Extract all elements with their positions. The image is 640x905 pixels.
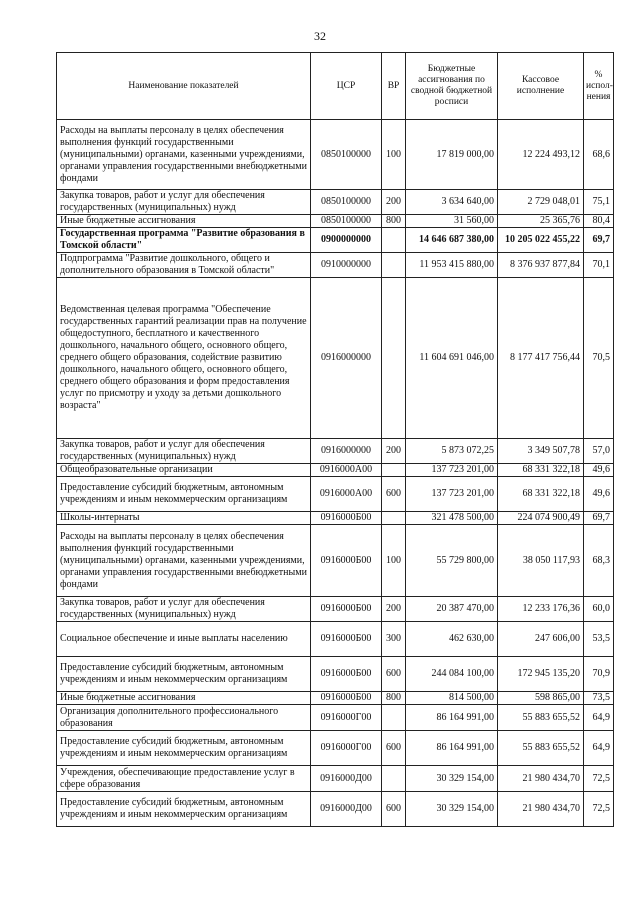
table-row: [57, 705, 614, 731]
cell-name: Школы-интернаты: [57, 512, 311, 525]
table-row: [57, 215, 614, 228]
cell-vr: [382, 253, 406, 278]
cell-csr: 0916000Б00: [311, 657, 382, 692]
cell-csr: 0916000Б00: [311, 597, 382, 622]
cell-csr: 0916000000: [311, 278, 382, 439]
cell-vr: 100: [382, 120, 406, 190]
cell-name: Закупка товаров, работ и услуг для обеспечения государственных (муниципальных) нужд: [57, 190, 311, 215]
table-row: [57, 278, 614, 439]
cell-percent: 68,3: [584, 525, 614, 597]
cell-percent: 75,1: [584, 190, 614, 215]
cell-cash: 598 865,00: [498, 692, 584, 705]
cell-assignments: 11 604 691 046,00: [406, 278, 498, 439]
table-row: [57, 464, 614, 477]
cell-name: Расходы на выплаты персоналу в целях обеспечения выполнения функций государственными (муниципальными) органами, казенными учреждениями, органами управления государственными внебюджетными фондами: [57, 525, 311, 597]
cell-name: Предоставление субсидий бюджетным, автономным учреждениям и иным некоммерческим организациям: [57, 477, 311, 512]
cell-assignments: 31 560,00: [406, 215, 498, 228]
page-number: 32: [314, 29, 326, 43]
table-row: [57, 525, 614, 597]
budget-execution-table: [56, 52, 614, 827]
cell-cash: 247 606,00: [498, 622, 584, 657]
cell-csr: 0916000Г00: [311, 731, 382, 766]
cell-csr: 0916000000: [311, 439, 382, 464]
cell-vr: [382, 766, 406, 792]
cell-csr: 0916000Г00: [311, 705, 382, 731]
cell-vr: [382, 278, 406, 439]
cell-name: Иные бюджетные ассигнования: [57, 215, 311, 228]
cell-percent: 70,9: [584, 657, 614, 692]
cell-cash: 2 729 048,01: [498, 190, 584, 215]
cell-cash: 172 945 135,20: [498, 657, 584, 692]
cell-csr: 0916000Б00: [311, 525, 382, 597]
cell-vr: 600: [382, 657, 406, 692]
cell-name: Социальное обеспечение и иные выплаты населению: [57, 622, 311, 657]
cell-name: Предоставление субсидий бюджетным, автономным учреждениям и иным некоммерческим организациям: [57, 731, 311, 766]
cell-assignments: 86 164 991,00: [406, 705, 498, 731]
cell-csr: 0850100000: [311, 215, 382, 228]
cell-cash: 12 233 176,36: [498, 597, 584, 622]
cell-name: Иные бюджетные ассигнования: [57, 692, 311, 705]
header-percent: % испол-нения: [584, 53, 614, 120]
cell-vr: 200: [382, 190, 406, 215]
cell-vr: [382, 512, 406, 525]
cell-percent: 69,7: [584, 228, 614, 253]
cell-csr: 0916000А00: [311, 464, 382, 477]
cell-name: Предоставление субсидий бюджетным, автономным учреждениям и иным некоммерческим организациям: [57, 657, 311, 692]
cell-assignments: 244 084 100,00: [406, 657, 498, 692]
cell-name: Расходы на выплаты персоналу в целях обеспечения выполнения функций государственными (муниципальными) органами, казенными учреждениями, органами управления государственными внебюджетными фондами: [57, 120, 311, 190]
cell-vr: 300: [382, 622, 406, 657]
cell-csr: 0850100000: [311, 190, 382, 215]
cell-vr: 800: [382, 215, 406, 228]
cell-vr: 800: [382, 692, 406, 705]
cell-csr: 0916000А00: [311, 477, 382, 512]
cell-cash: 8 376 937 877,84: [498, 253, 584, 278]
header-vr: ВР: [382, 53, 406, 120]
table-row: [57, 766, 614, 792]
cell-assignments: 5 873 072,25: [406, 439, 498, 464]
header-name: Наименование показателей: [57, 53, 311, 120]
table-row: [57, 512, 614, 525]
cell-cash: 55 883 655,52: [498, 731, 584, 766]
cell-vr: 200: [382, 439, 406, 464]
cell-name: Закупка товаров, работ и услуг для обеспечения государственных (муниципальных) нужд: [57, 597, 311, 622]
cell-percent: 49,6: [584, 464, 614, 477]
cell-assignments: 17 819 000,00: [406, 120, 498, 190]
table-row: [57, 120, 614, 190]
table-row: [57, 253, 614, 278]
cell-assignments: 30 329 154,00: [406, 792, 498, 827]
cell-name: Предоставление субсидий бюджетным, автономным учреждениям и иным некоммерческим организациям: [57, 792, 311, 827]
table-row: [57, 597, 614, 622]
cell-csr: 0916000Б00: [311, 622, 382, 657]
cell-csr: 0916000Б00: [311, 512, 382, 525]
table-row: [57, 657, 614, 692]
cell-name: Государственная программа "Развитие образования в Томской области": [57, 228, 311, 253]
cell-assignments: 137 723 201,00: [406, 464, 498, 477]
cell-assignments: 14 646 687 380,00: [406, 228, 498, 253]
header-assignments: Бюджетные ассигнования по сводной бюджетной росписи: [406, 53, 498, 120]
cell-assignments: 11 953 415 880,00: [406, 253, 498, 278]
cell-vr: [382, 464, 406, 477]
cell-name: Учреждения, обеспечивающие предоставление услуг в сфере образования: [57, 766, 311, 792]
cell-name: Закупка товаров, работ и услуг для обеспечения государственных (муниципальных) нужд: [57, 439, 311, 464]
cell-name: Общеобразовательные организации: [57, 464, 311, 477]
cell-cash: 25 365,76: [498, 215, 584, 228]
cell-percent: 69,7: [584, 512, 614, 525]
table-row: [57, 228, 614, 253]
cell-name: Подпрограмма "Развитие дошкольного, общего и дополнительного образования в Томской области": [57, 253, 311, 278]
cell-csr: 0916000Б00: [311, 692, 382, 705]
header-cash: Кассовое исполнение: [498, 53, 584, 120]
cell-cash: 55 883 655,52: [498, 705, 584, 731]
cell-name: Организация дополнительного профессионального образования: [57, 705, 311, 731]
cell-assignments: 3 634 640,00: [406, 190, 498, 215]
table-row: [57, 477, 614, 512]
cell-assignments: 814 500,00: [406, 692, 498, 705]
header-csr: ЦСР: [311, 53, 382, 120]
table-body: [57, 120, 614, 827]
cell-assignments: 86 164 991,00: [406, 731, 498, 766]
cell-cash: 10 205 022 455,22: [498, 228, 584, 253]
table-row: [57, 792, 614, 827]
cell-csr: 0900000000: [311, 228, 382, 253]
cell-csr: 0916000Д00: [311, 792, 382, 827]
cell-percent: 53,5: [584, 622, 614, 657]
cell-vr: 100: [382, 525, 406, 597]
cell-cash: 38 050 117,93: [498, 525, 584, 597]
cell-vr: 600: [382, 792, 406, 827]
cell-percent: 68,6: [584, 120, 614, 190]
cell-vr: [382, 228, 406, 253]
cell-percent: 60,0: [584, 597, 614, 622]
cell-percent: 73,5: [584, 692, 614, 705]
cell-csr: 0910000000: [311, 253, 382, 278]
table-row: [57, 692, 614, 705]
cell-vr: 200: [382, 597, 406, 622]
cell-assignments: 30 329 154,00: [406, 766, 498, 792]
cell-cash: 224 074 900,49: [498, 512, 584, 525]
cell-percent: 80,4: [584, 215, 614, 228]
cell-assignments: 55 729 800,00: [406, 525, 498, 597]
cell-cash: 3 349 507,78: [498, 439, 584, 464]
cell-cash: 21 980 434,70: [498, 766, 584, 792]
cell-percent: 64,9: [584, 731, 614, 766]
cell-percent: 70,1: [584, 253, 614, 278]
cell-vr: [382, 705, 406, 731]
cell-cash: 12 224 493,12: [498, 120, 584, 190]
cell-percent: 57,0: [584, 439, 614, 464]
cell-assignments: 20 387 470,00: [406, 597, 498, 622]
cell-vr: 600: [382, 731, 406, 766]
cell-csr: 0916000Д00: [311, 766, 382, 792]
cell-vr: 600: [382, 477, 406, 512]
cell-percent: 72,5: [584, 766, 614, 792]
cell-assignments: 462 630,00: [406, 622, 498, 657]
table-header-row: [57, 53, 614, 120]
cell-assignments: 321 478 500,00: [406, 512, 498, 525]
table-row: [57, 190, 614, 215]
table-row: [57, 622, 614, 657]
cell-name: Ведомственная целевая программа "Обеспечение государственных гарантий реализации прав на получение общедоступного, бесплатного и качественного дошкольного, начального общего, основного общего, среднего общего образования, содействие развитию дошкольного, начального общего, основного общего, среднего общего образования и форм предоставления услуг по присмотру и уходу за детьми дошкольного возраста": [57, 278, 311, 439]
table-row: [57, 439, 614, 464]
cell-cash: 21 980 434,70: [498, 792, 584, 827]
table-row: [57, 731, 614, 766]
cell-percent: 72,5: [584, 792, 614, 827]
cell-cash: 68 331 322,18: [498, 464, 584, 477]
cell-csr: 0850100000: [311, 120, 382, 190]
cell-percent: 64,9: [584, 705, 614, 731]
cell-percent: 49,6: [584, 477, 614, 512]
cell-assignments: 137 723 201,00: [406, 477, 498, 512]
cell-percent: 70,5: [584, 278, 614, 439]
cell-cash: 68 331 322,18: [498, 477, 584, 512]
cell-cash: 8 177 417 756,44: [498, 278, 584, 439]
